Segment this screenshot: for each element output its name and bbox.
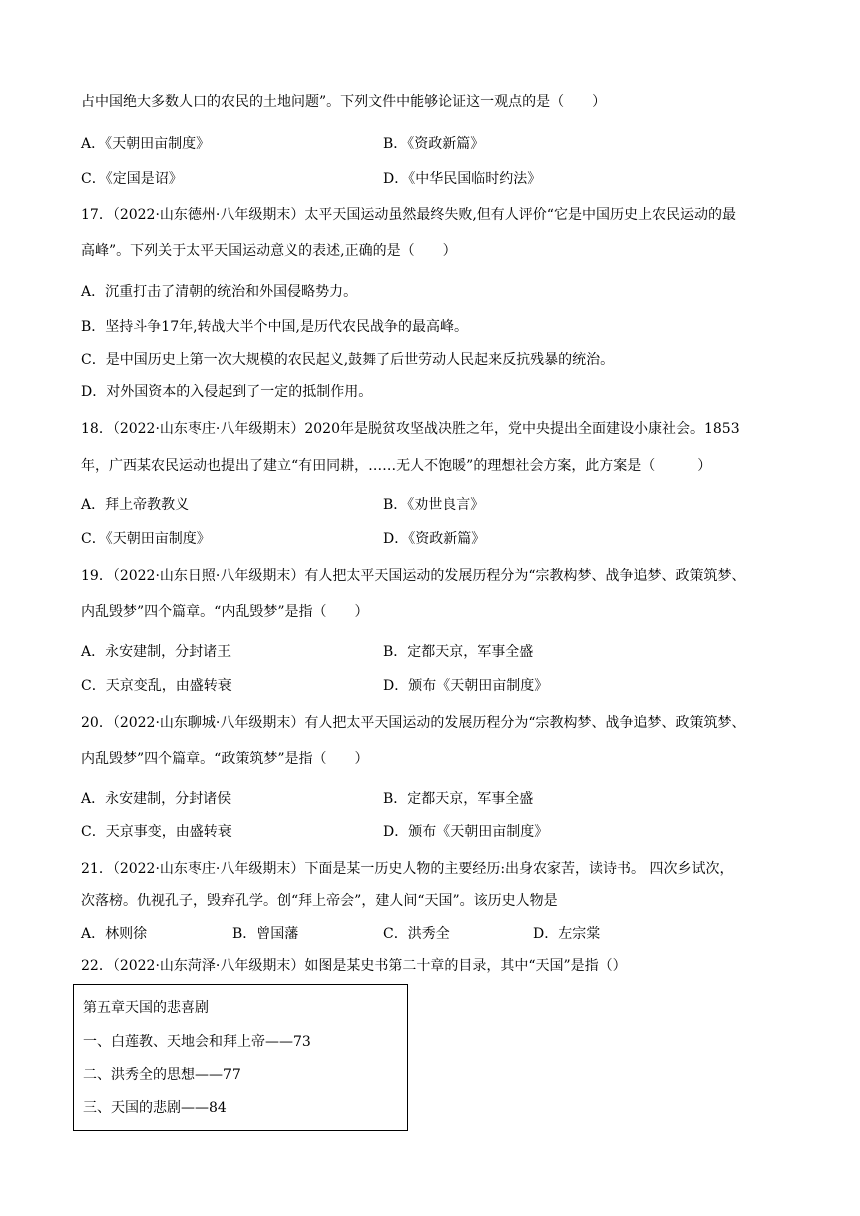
q19-option-b[interactable]: B．定都天京，军事全盛 [383, 644, 534, 660]
q21-option-a[interactable]: A．林则徐 [81, 926, 148, 942]
q18-stem-line2: 年，广西某农民运动也提出了建立“有田同耕，……无人不饱暖”的理想社会方案，此方案是（ ） [81, 458, 712, 474]
q17-option-d[interactable]: D．对外国资本的入侵起到了一定的抵制作用。 [81, 384, 373, 400]
toc-item-2: 二、洪秀全的思想——77 [83, 1067, 241, 1083]
q21-stem-line2: 次落榜。仇视孔子，毁弃孔学。创“拜上帝会”，建人间“天国”。该历史人物是 [81, 893, 558, 909]
q16-option-c[interactable]: C．《定国是诏》 [81, 171, 183, 187]
q16-stem-continued: 占中国绝大多数人口的农民的土地问题”。下列文件中能够论证这一观点的是（ ） [81, 94, 607, 110]
q17-option-c[interactable]: C．是中国历史上第一次大规模的农民起义,鼓舞了后世劳动人民起来反抗残暴的统治。 [81, 352, 615, 368]
q19-option-c[interactable]: C．天京变乱，由盛转衰 [81, 678, 232, 694]
q19-option-a[interactable]: A．永安建制，分封诸王 [81, 644, 232, 660]
q21-stem-line1: 21．（2022·山东枣庄·八年级期末）下面是某一历史人物的主要经历:出身农家苦，读诗书。 四次乡试次， [81, 861, 734, 877]
q18-option-c[interactable]: C．《天朝田亩制度》 [81, 531, 211, 547]
q20-stem-line2: 内乱毁梦”四个篇章。“政策筑梦”是指（ ） [81, 751, 369, 767]
toc-item-3: 三、天国的悲剧——84 [83, 1100, 227, 1116]
q16-option-b[interactable]: B．《资政新篇》 [383, 136, 485, 152]
q18-option-b[interactable]: B．《劝世良言》 [383, 497, 485, 513]
q16-option-a[interactable]: A．《天朝田亩制度》 [81, 136, 211, 152]
q21-option-c[interactable]: C．洪秀全 [383, 926, 450, 942]
q17-stem-line2: 高峰”。下列关于太平天国运动意义的表述,正确的是（ ） [81, 243, 457, 259]
q20-option-c[interactable]: C．天京事变，由盛转衰 [81, 824, 232, 840]
q20-stem-line1: 20．（2022·山东聊城·八年级期末）有人把太平天国运动的发展历程分为“宗教构梦、战争追梦、政策筑梦、 [81, 715, 746, 731]
table-of-contents-box [73, 984, 408, 1131]
q17-option-b[interactable]: B．坚持斗争17年,转战大半个中国,是历代农民战争的最高峰。 [81, 319, 469, 335]
q21-option-b[interactable]: B．曾国藩 [232, 926, 299, 942]
q16-option-d[interactable]: D．《中华民国临时约法》 [383, 171, 542, 187]
q19-option-d[interactable]: D．颁布《天朝田亩制度》 [383, 678, 549, 694]
q20-option-a[interactable]: A．永安建制，分封诸侯 [81, 791, 232, 807]
toc-item-1: 一、白莲教、天地会和拜上帝——73 [83, 1034, 311, 1050]
q18-option-a[interactable]: A．拜上帝教教义 [81, 497, 190, 513]
q17-option-a[interactable]: A．沉重打击了清朝的统治和外国侵略势力。 [81, 284, 358, 300]
q18-stem-line1: 18．（2022·山东枣庄·八年级期末）2020年是脱贫攻坚战决胜之年，党中央提出全面建设小康社会。1853 [81, 421, 740, 437]
q18-option-d[interactable]: D．《资政新篇》 [383, 531, 486, 547]
q17-stem-line1: 17．（2022·山东德州·八年级期末）太平天国运动虽然最终失败,但有人评价“它是中国历史上农民运动的最 [81, 207, 736, 223]
q20-option-b[interactable]: B．定都天京，军事全盛 [383, 791, 534, 807]
q22-stem-line1: 22．（2022·山东菏泽·八年级期末）如图是某史书第二十章的目录，其中“天国”是指（） [81, 958, 627, 974]
toc-chapter-title: 第五章天国的悲喜剧 [83, 1000, 209, 1016]
q19-stem-line2: 内乱毁梦”四个篇章。“内乱毁梦”是指（ ） [81, 604, 369, 620]
q21-option-d[interactable]: D．左宗棠 [533, 926, 601, 942]
q19-stem-line1: 19．（2022·山东日照·八年级期末）有人把太平天国运动的发展历程分为“宗教构梦、战争追梦、政策筑梦、 [81, 568, 746, 584]
q20-option-d[interactable]: D．颁布《天朝田亩制度》 [383, 824, 549, 840]
